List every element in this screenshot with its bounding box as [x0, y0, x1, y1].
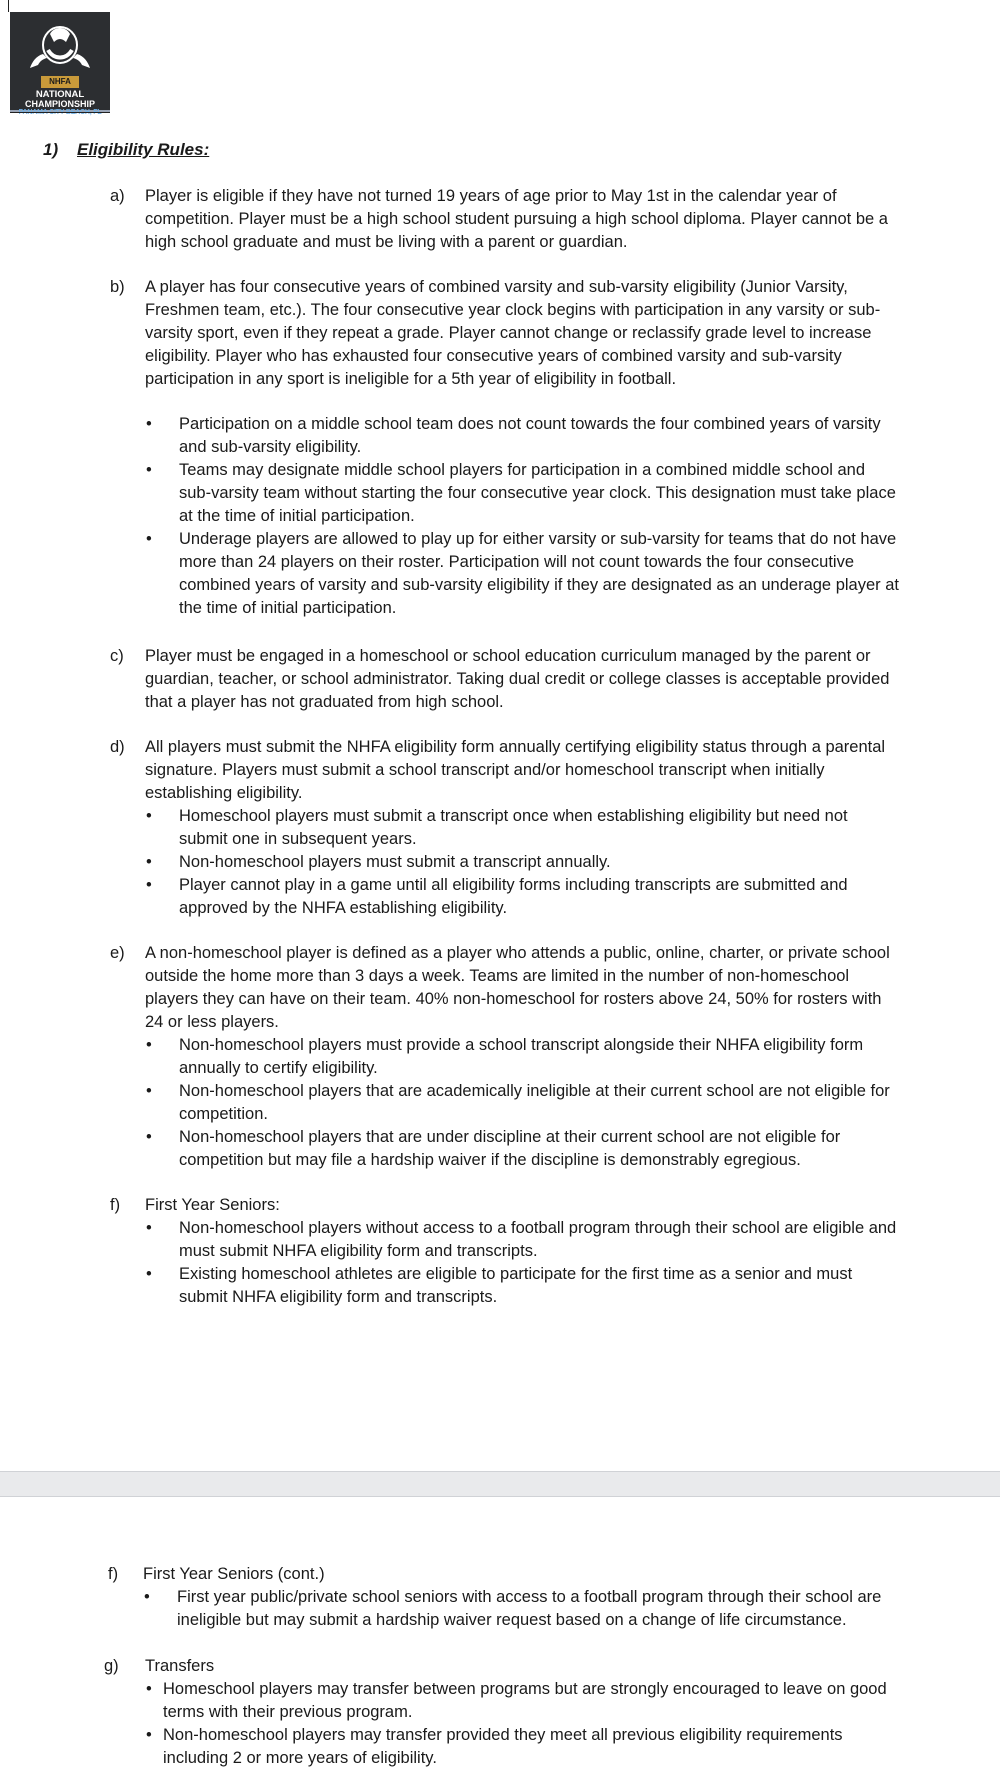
- bullet-icon: •: [146, 807, 152, 825]
- section-heading: [43, 138, 209, 161]
- bullet-icon: •: [146, 415, 152, 433]
- bullet-icon: •: [144, 1588, 150, 1606]
- list-item: • First year public/private school seniors with access to a football program through their school are ineligible but may submit a hardship waiver request based on a change of life circumstance.: [144, 1588, 882, 1629]
- section-number: 1): [43, 140, 59, 159]
- rule-bullet-list: [143, 1586, 898, 1632]
- rule-f-continued: [108, 1563, 898, 1632]
- list-item: • Non-homeschool players without access to a football program through their school are eligible and must submit NHFA eligibility form and transcripts.: [146, 1219, 897, 1260]
- page-corner-line: [8, 0, 9, 12]
- rule-text: Player is eligible if they have not turned 19 years of age prior to May 1st in the calendar year of competition. Player must be a high school student pursuing a high school diploma. Player cannot be a high school graduate and must be living with a parent or guardian.: [145, 187, 888, 251]
- rule-text: Transfers: [145, 1657, 215, 1675]
- list-item: • Non-homeschool players may transfer provided they meet all previous eligibility requirements including 2 or more years of eligibility.: [146, 1726, 843, 1767]
- logo-underline: [10, 112, 110, 113]
- bullet-icon: •: [146, 530, 152, 548]
- rule-letter: c): [110, 647, 124, 665]
- bullet-icon: •: [146, 1036, 152, 1054]
- page-break-separator: [0, 1471, 1000, 1497]
- list-item: • Underage players are allowed to play up for either varsity or sub-varsity for teams that do not have more than 24 players on their roster. Participation will not count towards the four consecutive combined years of varsity and sub-varsity eligibility if they are designated as an underage player at the time of initial participation.: [146, 530, 899, 617]
- bullet-icon: •: [146, 1082, 152, 1100]
- rule-text: A player has four consecutive years of combined varsity and sub-varsity eligibility (Junior Varsity, Freshmen team, etc.). The four consecutive year clock begins with participation in any varsity or sub-varsity sport, even if they repeat a grade. Player cannot change or reclassify grade level to increase eligibility. Player who has exhausted four consecutive years of combined varsity and sub-varsity participation in any sport is ineligible for a 5th year of eligibility in football.: [145, 278, 881, 388]
- rule-letter: e): [110, 944, 125, 962]
- rule-text: First Year Seniors:: [145, 1196, 280, 1214]
- rule-text: First Year Seniors (cont.): [143, 1565, 325, 1583]
- nhfa-logo: [10, 12, 110, 112]
- rule-g: [104, 1655, 894, 1770]
- rule-f: [110, 1194, 900, 1309]
- bullet-icon: •: [146, 876, 152, 894]
- rule-bullet-list: [145, 1034, 900, 1172]
- logo-badge: NHFA: [41, 76, 79, 88]
- rule-bullet-list: [145, 1678, 894, 1770]
- rule-b: [110, 276, 900, 620]
- rule-letter: a): [110, 187, 125, 205]
- bullet-icon: •: [146, 1128, 152, 1146]
- list-item: • Non-homeschool players must provide a school transcript alongside their NHFA eligibility form annually to certify eligibility.: [146, 1036, 864, 1077]
- list-item: • Participation on a middle school team does not count towards the four combined years of varsity and sub-varsity eligibility.: [146, 415, 881, 456]
- list-item: • Player cannot play in a game until all eligibility forms including transcripts are submitted and approved by the NHFA establishing eligibility.: [146, 876, 848, 917]
- list-item: • Non-homeschool players that are academically ineligible at their current school are not eligible for competition.: [146, 1082, 890, 1123]
- list-item: • Non-homeschool players that are under discipline at their current school are not eligible for competition but may file a hardship waiver if the discipline is demonstrably egregious.: [146, 1128, 841, 1169]
- bullet-icon: •: [146, 1219, 152, 1237]
- rule-a: [110, 185, 900, 254]
- rule-letter: d): [110, 738, 125, 756]
- list-item: • Existing homeschool athletes are eligible to participate for the first time as a senior and must submit NHFA eligibility form and transcripts.: [146, 1265, 853, 1306]
- rule-d: [110, 736, 900, 920]
- list-item: • Teams may designate middle school players for participation in a combined middle school and sub-varsity team without starting the four consecutive year clock. This designation must take place at the time of initial participation.: [146, 461, 896, 525]
- logo-text-championship: CHAMPIONSHIP: [24, 99, 95, 109]
- rule-text: A non-homeschool player is defined as a player who attends a public, online, charter, or private school outside the home more than 3 days a week. Teams are limited in the number of non-homeschool players they can have on their team. 40% non-homeschool for rosters above 24, 50% for rosters with 24 or less players.: [145, 944, 890, 1031]
- rule-letter: f): [108, 1565, 119, 1583]
- logo-text-national: NATIONAL: [35, 89, 85, 100]
- rule-bullet-list: [145, 413, 900, 620]
- rule-text: All players must submit the NHFA eligibility form annually certifying eligibility status through a parental signature. Players must submit a school transcript and/or homeschool transcript when initially establishing eligibility.: [145, 738, 886, 802]
- bullet-icon: •: [146, 1265, 152, 1283]
- bullet-icon: •: [146, 1726, 152, 1744]
- rule-letter: f): [110, 1196, 121, 1214]
- bullet-icon: •: [146, 1680, 152, 1698]
- rule-text: Player must be engaged in a homeschool or school education curriculum managed by the parent or guardian, teacher, or school administrator. Taking dual credit or college classes is acceptable provided that a player has not graduated from high school.: [145, 647, 890, 711]
- rule-bullet-list: [145, 1217, 900, 1309]
- bullet-icon: •: [146, 853, 152, 871]
- rule-e: [110, 942, 900, 1172]
- football-helmet-icon: [10, 12, 110, 76]
- rule-letter: b): [110, 278, 125, 296]
- list-item: • Non-homeschool players must submit a transcript annually.: [145, 851, 900, 874]
- list-item: • Homeschool players may transfer between programs but are strongly encouraged to leave on good terms with their previous program.: [146, 1680, 887, 1721]
- rule-letter: g): [104, 1657, 119, 1675]
- bullet-icon: •: [146, 461, 152, 479]
- rule-bullet-list: [145, 805, 900, 920]
- list-item: • Homeschool players must submit a transcript once when establishing eligibility but need not submit one in subsequent years.: [146, 807, 848, 848]
- section-title: Eligibility Rules:: [77, 140, 210, 159]
- rule-c: [110, 645, 900, 714]
